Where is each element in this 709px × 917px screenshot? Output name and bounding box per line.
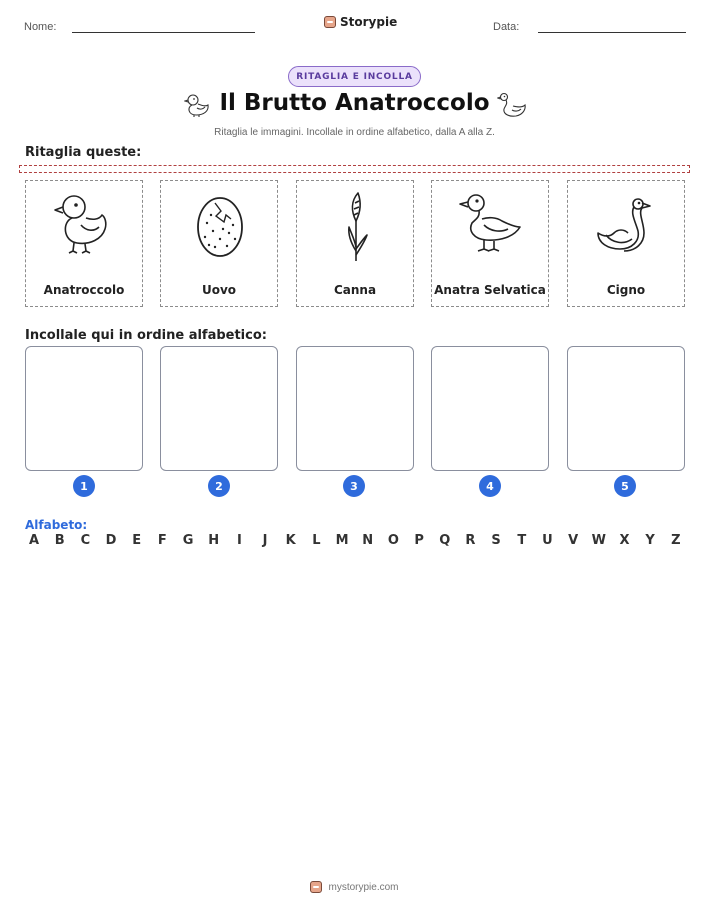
alphabet-letter: D [105,533,117,548]
alphabet-letter: M [335,533,349,548]
alphabet-letter: I [236,533,242,548]
paste-slot-1[interactable] [25,346,143,471]
alphabet-letter: B [54,533,65,548]
card-label: Uovo [201,283,237,297]
cut-card-canna[interactable] [296,180,414,307]
card-label: Canna [333,283,377,297]
swan-right-icon [497,91,527,119]
page-title: Il Brutto Anatroccolo [219,90,490,116]
alphabet-letter: O [387,533,399,548]
paste-slot-5[interactable] [567,346,685,471]
cut-card-anatroccolo[interactable] [25,180,143,307]
card-label: Cigno [606,283,646,297]
egg-icon [185,189,255,259]
paste-heading: Incollale qui in ordine alfabetico: [25,328,267,343]
cut-card-uovo[interactable] [160,180,278,307]
alphabet-letter: C [80,533,91,548]
paste-slot-3[interactable] [296,346,414,471]
slot-number-3: 3 [343,475,365,497]
alphabet-letter: G [182,533,194,548]
alphabet-letter: Y [645,533,655,548]
storypie-logo [324,15,397,29]
paste-slot-2[interactable] [160,346,278,471]
storypie-footer-icon [310,881,322,893]
cut-card-cigno[interactable] [567,180,685,307]
cut-line [19,165,690,173]
alphabet-letter: L [312,533,321,548]
date-label: Data: [493,21,520,33]
brand-name: Storypie [340,15,398,29]
duckling-icon [50,189,120,259]
alphabet-letter: S [491,533,501,548]
alphabet-letter: U [542,533,553,548]
alphabet-letter: Q [439,533,451,548]
swan-icon [592,189,662,259]
alphabet-letter: Z [671,533,681,548]
alphabet-row [25,533,685,548]
alphabet-letter: E [132,533,142,548]
date-line[interactable] [538,32,686,33]
alphabet-letter: N [362,533,374,548]
card-label: Anatra Selvatica [434,283,546,297]
wild-duck-icon [456,189,526,259]
name-label: Nome: [24,21,57,33]
instructions: Ritaglia le immagini. Incollale in ordine alfabetico, dalla A alla Z. [214,127,495,138]
slot-number-1: 1 [73,475,95,497]
alphabet-letter: P [414,533,424,548]
alphabet-letter: R [465,533,476,548]
alphabet-letter: W [591,533,606,548]
alphabet-letter: K [285,533,296,548]
cut-card-anatra-selvatica[interactable] [431,180,549,307]
alphabet-letter: A [28,533,40,548]
card-label: Anatroccolo [43,283,125,297]
alphabet-letter: V [568,533,579,548]
alphabet-letter: X [619,533,630,548]
storypie-logo-icon [324,16,336,28]
slot-number-4: 4 [479,475,501,497]
paste-slot-4[interactable] [431,346,549,471]
alphabet-letter: J [262,533,268,548]
alphabet-heading: Alfabeto: [25,518,88,532]
alphabet-letter: T [517,533,527,548]
slot-number-2: 2 [208,475,230,497]
reed-icon [321,189,391,263]
activity-badge: RITAGLIA E INCOLLA [288,66,421,87]
name-line[interactable] [72,32,255,33]
footer [0,881,709,893]
footer-site: mystorypie.com [328,881,399,893]
slot-number-5: 5 [614,475,636,497]
cut-heading: Ritaglia queste: [25,145,142,160]
alphabet-letter: F [157,533,167,548]
alphabet-letter: H [208,533,220,548]
